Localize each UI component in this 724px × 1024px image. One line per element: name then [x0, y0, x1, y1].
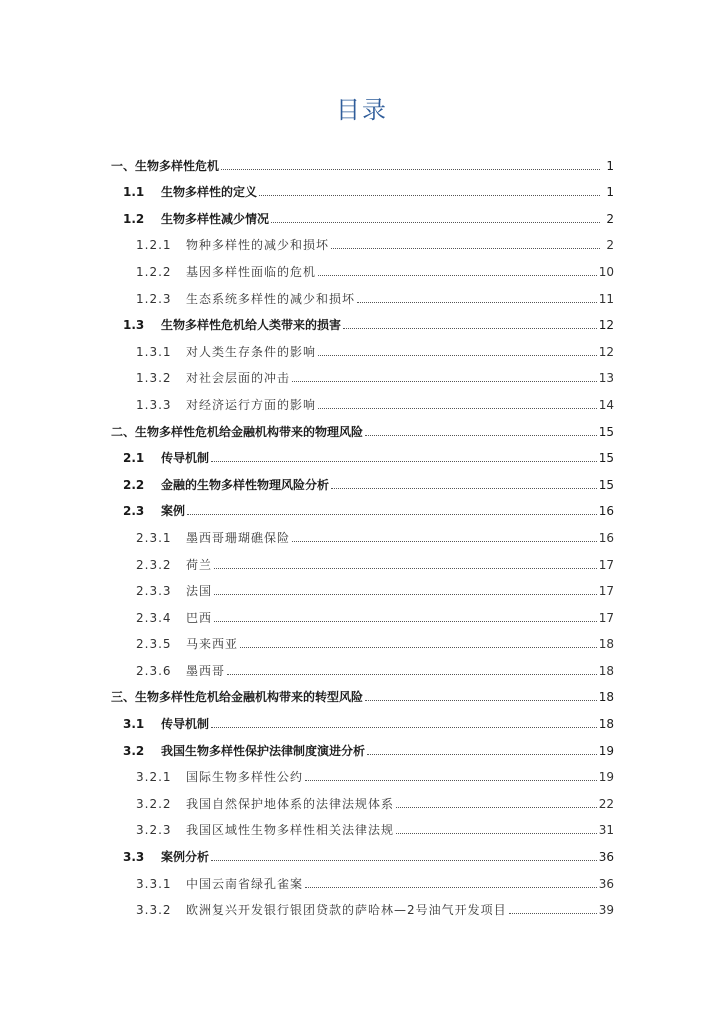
dot-leader [365, 699, 597, 701]
toc-entry[interactable] [111, 784, 614, 811]
toc-entry-text: 中国云南省绿孔雀案 [186, 876, 304, 891]
toc-entry-page: 1 [606, 185, 614, 200]
toc-entry[interactable] [111, 837, 614, 864]
toc-entry-page: 39 [598, 903, 614, 918]
toc-entry-page: 19 [598, 770, 614, 785]
toc-entry[interactable] [111, 731, 614, 758]
toc-entry-text: 传导机制 [161, 451, 210, 466]
dot-leader [187, 513, 597, 515]
toc-entry-page: 2 [606, 211, 614, 226]
toc-entry[interactable] [111, 545, 614, 572]
toc-entry[interactable] [111, 651, 614, 678]
toc-entry-number: 3.1 [123, 717, 145, 732]
toc-entry[interactable] [111, 385, 614, 412]
toc-entry-page: 18 [598, 690, 614, 705]
toc-entry[interactable] [111, 146, 614, 173]
toc-entry-number: 2.3 [123, 504, 145, 519]
toc-entry-text: 我国生物多样性保护法律制度演进分析 [161, 743, 366, 758]
toc-entry-page: 31 [598, 823, 614, 838]
toc-entry-text: 我国区域性生物多样性相关法律法规 [186, 823, 395, 838]
toc-entry-number: 1.3 [123, 318, 145, 333]
toc-entry-number: 3.2.2 [136, 796, 172, 811]
toc-entry[interactable] [111, 811, 614, 838]
toc-entry-number: 1.3.1 [136, 344, 172, 359]
dot-leader [367, 753, 597, 755]
toc-entry[interactable] [111, 359, 614, 386]
toc-entry-page: 12 [598, 318, 614, 333]
dot-leader [259, 194, 600, 196]
toc-entry-number: 2.3.1 [136, 530, 172, 545]
toc-entry-text: 案例 [161, 504, 186, 519]
toc-entry-number: 3.2 [123, 743, 145, 758]
toc-entry-text: 生物多样性危机给人类带来的损害 [161, 318, 342, 333]
toc-entry-text: 法国 [186, 584, 213, 599]
dot-leader [318, 407, 597, 409]
dot-leader [305, 779, 597, 781]
toc-entry-text: 马来西亚 [186, 637, 239, 652]
toc-entry[interactable] [111, 439, 614, 466]
toc-entry[interactable] [111, 891, 614, 918]
toc-entry-page: 15 [598, 424, 614, 439]
toc-entry-number: 2.3.2 [136, 557, 172, 572]
toc-entry[interactable] [111, 199, 614, 226]
toc-entry-page: 12 [598, 344, 614, 359]
dot-leader [214, 593, 597, 595]
toc-entry-text: 墨西哥珊瑚礁保险 [186, 530, 291, 545]
dot-leader [292, 380, 597, 382]
dot-leader [221, 168, 600, 170]
toc-entry-page: 15 [598, 477, 614, 492]
toc-entry-text: 传导机制 [161, 717, 210, 732]
toc-entry[interactable] [111, 279, 614, 306]
dot-leader [365, 434, 597, 436]
dot-leader [318, 274, 597, 276]
toc-entry-text: 三、生物多样性危机给金融机构带来的转型风险 [111, 690, 364, 705]
toc-entry-number: 1.2.3 [136, 291, 172, 306]
page-title: 目录 [336, 96, 388, 124]
toc-entry-text: 物种多样性的减少和损坏 [186, 238, 330, 253]
toc-entry-text: 对经济运行方面的影响 [186, 397, 317, 412]
toc-entry[interactable] [111, 492, 614, 519]
toc-entry[interactable] [111, 518, 614, 545]
toc-entry[interactable] [111, 332, 614, 359]
toc-entry[interactable] [111, 173, 614, 200]
toc-entry-page: 14 [598, 397, 614, 412]
toc-entry[interactable] [111, 704, 614, 731]
toc-entry-number: 2.3.4 [136, 610, 172, 625]
toc-entry-page: 13 [598, 371, 614, 386]
toc-entry-page: 2 [606, 238, 614, 253]
toc-entry-page: 36 [598, 876, 614, 891]
toc-entry-text: 墨西哥 [186, 663, 226, 678]
toc-entry-page: 1 [606, 158, 614, 173]
toc-entry-text: 巴西 [186, 610, 213, 625]
toc-entry-text: 国际生物多样性公约 [186, 770, 304, 785]
toc-entry-page: 10 [598, 264, 614, 279]
toc-entry-page: 11 [598, 291, 614, 306]
dot-leader [305, 886, 597, 888]
table-of-contents [111, 146, 614, 917]
toc-entry[interactable] [111, 412, 614, 439]
dot-leader [509, 912, 597, 914]
toc-entry-page: 18 [598, 717, 614, 732]
toc-entry-page: 18 [598, 663, 614, 678]
toc-entry[interactable] [111, 598, 614, 625]
toc-entry-page: 17 [598, 557, 614, 572]
dot-leader [240, 646, 597, 648]
toc-entry[interactable] [111, 864, 614, 891]
dot-leader [211, 460, 597, 462]
toc-entry-number: 1.2 [123, 211, 145, 226]
toc-entry-page: 22 [598, 796, 614, 811]
toc-entry[interactable] [111, 252, 614, 279]
dot-leader [396, 832, 597, 834]
toc-entry[interactable] [111, 625, 614, 652]
toc-entry-text: 欧洲复兴开发银行银团贷款的萨哈林—2号油气开发项目 [186, 903, 507, 918]
dot-leader [331, 487, 597, 489]
toc-entry-number: 2.3.6 [136, 663, 172, 678]
toc-entry-number: 1.2.1 [136, 238, 172, 253]
toc-entry-page: 17 [598, 610, 614, 625]
toc-entry-number: 2.3.3 [136, 584, 172, 599]
toc-entry-number: 1.2.2 [136, 264, 172, 279]
toc-entry-number: 3.3 [123, 850, 145, 865]
toc-entry-number: 1.1 [123, 185, 145, 200]
toc-entry-number: 3.2.3 [136, 823, 172, 838]
toc-entry-number: 2.2 [123, 477, 145, 492]
toc-entry-page: 18 [598, 637, 614, 652]
toc-entry-text: 案例分析 [161, 850, 210, 865]
dot-leader [357, 301, 597, 303]
toc-entry-page: 36 [598, 850, 614, 865]
dot-leader [343, 327, 597, 329]
toc-entry-text: 二、生物多样性危机给金融机构带来的物理风险 [111, 424, 364, 439]
toc-entry-page: 19 [598, 743, 614, 758]
toc-entry-number: 2.3.5 [136, 637, 172, 652]
toc-entry-number: 3.3.1 [136, 876, 172, 891]
dot-leader [227, 673, 597, 675]
toc-entry-text: 生物多样性的定义 [161, 185, 258, 200]
toc-entry-page: 15 [598, 451, 614, 466]
toc-entry[interactable] [111, 572, 614, 599]
toc-entry[interactable] [111, 306, 614, 333]
toc-entry-page: 16 [598, 530, 614, 545]
dot-leader [331, 247, 600, 249]
toc-entry-text: 我国自然保护地体系的法律法规体系 [186, 796, 395, 811]
toc-entry-text: 生物多样性减少情况 [161, 211, 270, 226]
dot-leader [318, 354, 597, 356]
dot-leader [211, 859, 597, 861]
toc-entry-number: 2.1 [123, 451, 145, 466]
toc-entry-text: 对人类生存条件的影响 [186, 344, 317, 359]
toc-entry-text: 荷兰 [186, 557, 213, 572]
toc-entry[interactable] [111, 226, 614, 253]
dot-leader [211, 726, 597, 728]
dot-leader [271, 221, 600, 223]
dot-leader [214, 567, 597, 569]
toc-entry[interactable] [111, 678, 614, 705]
toc-entry-number: 1.3.2 [136, 371, 172, 386]
toc-entry-number: 1.3.3 [136, 397, 172, 412]
dot-leader [214, 620, 597, 622]
toc-entry[interactable] [111, 758, 614, 785]
toc-entry-number: 3.2.1 [136, 770, 172, 785]
toc-entry-number: 3.3.2 [136, 903, 172, 918]
toc-entry-page: 16 [598, 504, 614, 519]
toc-entry[interactable] [111, 465, 614, 492]
toc-entry-page: 17 [598, 584, 614, 599]
toc-entry-text: 对社会层面的冲击 [186, 371, 291, 386]
dot-leader [396, 806, 597, 808]
toc-entry-text: 基因多样性面临的危机 [186, 264, 317, 279]
toc-entry-text: 生态系统多样性的减少和损坏 [186, 291, 356, 306]
toc-entry-text: 一、生物多样性危机 [111, 158, 220, 173]
toc-entry-text: 金融的生物多样性物理风险分析 [161, 477, 330, 492]
dot-leader [292, 540, 597, 542]
